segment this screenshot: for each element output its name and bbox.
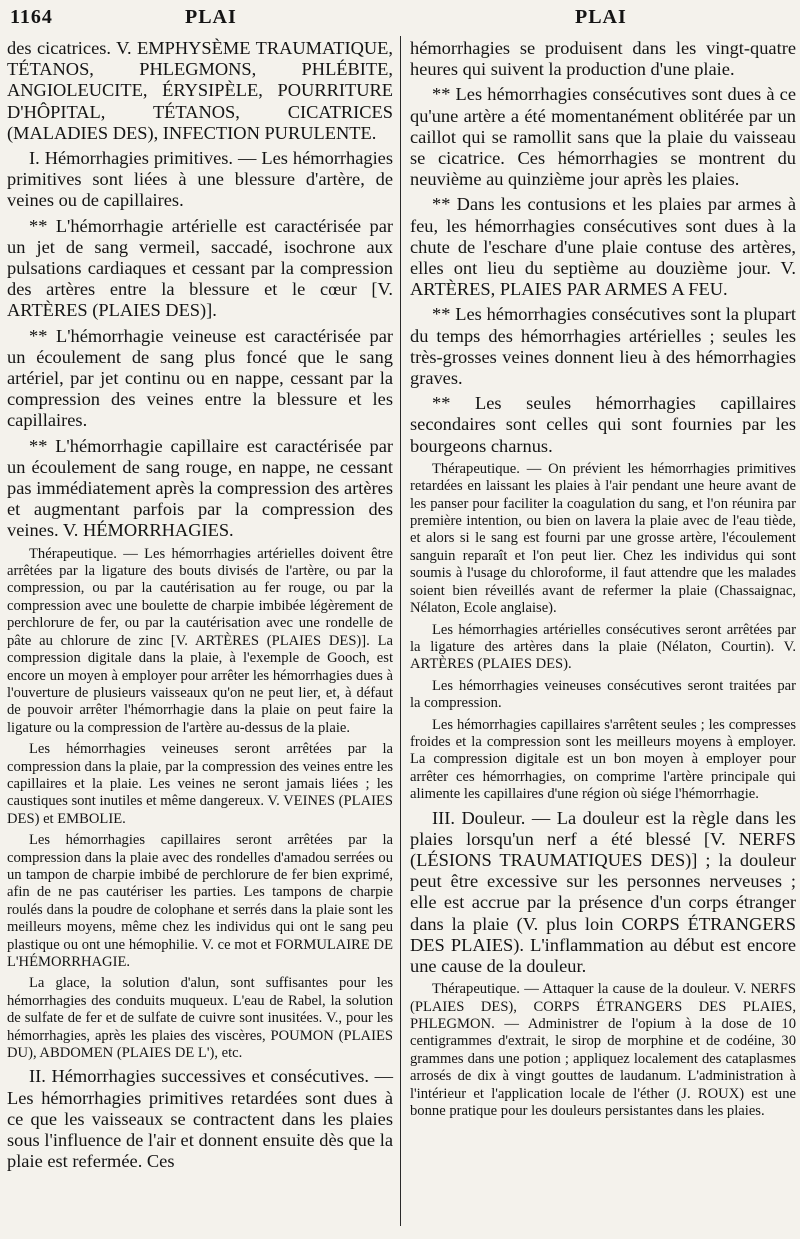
paragraph: hémorrhagies se produisent dans les vingt-quatre heures qui suivent la production d'une plaie. <box>410 38 796 80</box>
paragraph: Les hémorrhagies capillaires seront arrêtées par la compression dans la plaie avec des rondelles d'amadou serrées ou un tampon de charpie imbibé de perchlorure de fer bien exprimé, afin de ne pas cautériser les parties. Les tampons de charpie roulés dans la poudre de colophane et serrés dans la plaie sont les meilleurs moyens, même chez les individus qui ont le sang peu plastique ou ont une hémophilie. V. ce mot et FORMULAIRE DE L'HÉMORRHAGIE. <box>7 832 393 971</box>
right-column <box>410 38 796 1120</box>
left-column <box>7 38 393 1172</box>
running-title-left: PLAI <box>185 6 237 28</box>
paragraph: Les hémorrhagies veineuses seront arrêtées par la compression dans la plaie, par la compression des veines entre les capillaires et la plaie. Les veines ne seront jamais liées ; les caustiques sont inutiles et même dangereux. V. VEINES (PLAIES DES) et EMBOLIE. <box>7 741 393 827</box>
therapeutic-paragraph: Thérapeutique. — Les hémorrhagies artérielles doivent être arrêtées par la ligature des bouts divisés de l'artère, ou par la compression, ou par la cautérisation au fer rouge, ou par la compression avec une boulette de charpie imbibée légèrement de perchlorure de fer, ou par la cautérisation avec une rondelle de pâte au chlorure de zinc [V. ARTÈRES (PLAIES DES)]. La compression digitale dans la plaie, à l'exemple de Gooch, est encore un moyen à employer pour arrêter les hémorrhagies dues à l'ouverture de plusieurs vaisseaux qu'on ne peut lier, et, à défaut de pouvoir arrêter l'hémorrhagie dans la plaie on peut faire la ligature ou la compression de l'artère au-dessus de la plaie. <box>7 545 393 736</box>
therapeutic-paragraph: Thérapeutique. — On prévient les hémorrhagies primitives retardées en laissant les plaies à l'air pendant une heure avant de les panser pour faciliter la coagulation du sang, et l'on réunira par première intention, ou bien on lavera la plaie avec de l'eau tiède, et alors si le sang est fourni par une grosse artère, l'écoulement sanguin reparaît et l'on peut lier. Chez les individus qui sont soumis à l'usage du chloroforme, il faut attendre que les malades soient bien réveillés avant de refermer la plaie (Chassaignac, Nélaton, Ecole anglaise). <box>410 460 796 617</box>
paragraph: ** L'hémorrhagie capillaire est caractérisée par un écoulement de sang rouge, en nappe, ne cessant pas immédiatement après la compression des artères et augmentant parfois par la compression des veines. V. HÉMORRHAGIES. <box>7 435 393 541</box>
paragraph: Les hémorrhagies capillaires s'arrêtent seules ; les compresses froides et la compression sont les meilleurs moyens à employer. La compression digitale est un bon moyen à employer pour arrêter ces hémorrhagies, on comprime l'artère principale qui alimente les capillaires d'une région où siége l'hémorrhagie. <box>410 716 796 803</box>
paragraph: ** Dans les contusions et les plaies par armes à feu, les hémorrhagies consécutives sont dues à la chute de l'eschare d'une plaie contuse des artères, elles ont lieu du septième au douzième jour. V. ARTÈRES, PLAIES PAR ARMES A FEU. <box>410 194 796 300</box>
therapeutic-paragraph: Thérapeutique. — Attaquer la cause de la douleur. V. NERFS (PLAIES DES), CORPS ÉTRANGERS DES PLAIES, PHLEGMON. — Administrer de l'opium à la dose de 10 centigrammes d'extrait, le sirop de morphine et de codéine, 30 grammes dans une potion ; appliquez localement des cataplasmes arrosés de dix à vingt gouttes de laudanum. L'administration à l'intérieur et l'application locale de l'éther (J. ROUX) est une bonne pratique pour les douleurs persistantes dans les plaies. <box>410 981 796 1120</box>
paragraph: ** Les hémorrhagies consécutives sont dues à ce qu'une artère a été momentanément oblitérée par un caillot qui se ramollit sans que la plaie du vaisseau se cicatrice. Ces hémorrhagies se montrent du neuvième au quinzième jour après les plaies. <box>410 84 796 190</box>
section-heading-paragraph: III. Douleur. — La douleur est la règle dans les plaies lorsqu'un nerf a été blessé [V. NERFS (LÉSIONS TRAUMATIQUES DES)] ; la douleur peut être excessive sur les personnes nerveuses ; elle est accrue par la présence d'un corps étranger dans la plaie (V. plus loin CORPS ÉTRANGERS DES PLAIES). L'inflammation au début est encore une cause de la douleur. <box>410 807 796 976</box>
paragraph: ** L'hémorrhagie artérielle est caractérisée par un jet de sang vermeil, saccadé, isochrone aux pulsations cardiaques et cessant par la compression des artères entre la blessure et le cœur [V. ARTÈRES (PLAIES DES)]. <box>7 215 393 321</box>
paragraph: ** Les seules hémorrhagies capillaires secondaires sont celles qui sont fournies par les bourgeons charnus. <box>410 393 796 456</box>
column-divider <box>400 36 401 1226</box>
paragraph: Les hémorrhagies artérielles consécutives seront arrêtées par la ligature des artères dans la plaie (Nélaton, Courtin). V. ARTÈRES (PLAIES DES). <box>410 621 796 673</box>
running-title-right: PLAI <box>575 6 627 28</box>
section-heading-paragraph: I. Hémorrhagies primitives. — Les hémorrhagies primitives sont liées à une blessure d'artère, de veines ou de capillaires. <box>7 148 393 211</box>
page-header <box>0 6 800 36</box>
paragraph: La glace, la solution d'alun, sont suffisantes pour les hémorrhagies des conduits muqueux. L'eau de Rabel, la solution de sulfate de fer et de sulfate de cuivre sont inusitées. V., pour les hémorrhagies, après les plaies des viscères, POUMON (PLAIES DU), ABDOMEN (PLAIES DE L'), etc. <box>7 975 393 1062</box>
paragraph: ** L'hémorrhagie veineuse est caractérisée par un écoulement de sang plus foncé que le sang artériel, par jet continu ou en nappe, cessant par la compression des veines entre la blessure et les capillaires. <box>7 325 393 431</box>
paragraph: Les hémorrhagies veineuses consécutives seront traitées par la compression. <box>410 677 796 712</box>
paragraph: ** Les hémorrhagies consécutives sont la plupart du temps des hémorrhagies artérielles ; seules les très-grosses veines donnent lieu à des hémorrhagies graves. <box>410 304 796 389</box>
paragraph: des cicatrices. V. EMPHYSÈME TRAUMATIQUE, TÉTANOS, PHLEGMONS, PHLÉBITE, ANGIOLEUCITE, ÉRYSIPÈLE, POURRITURE D'HÔPITAL, TÉTANOS, CICATRICES (MALADIES DES), INFECTION PURULENTE. <box>7 38 393 143</box>
page-number: 1164 <box>10 6 53 28</box>
section-heading-paragraph: II. Hémorrhagies successives et consécutives. — Les hémorrhagies primitives retardées sont dues à ce que les vaisseaux se contractent dans les plaies sous l'influence de l'air et donnent ensuite dès que la plaie est refermée. Ces <box>7 1066 393 1172</box>
